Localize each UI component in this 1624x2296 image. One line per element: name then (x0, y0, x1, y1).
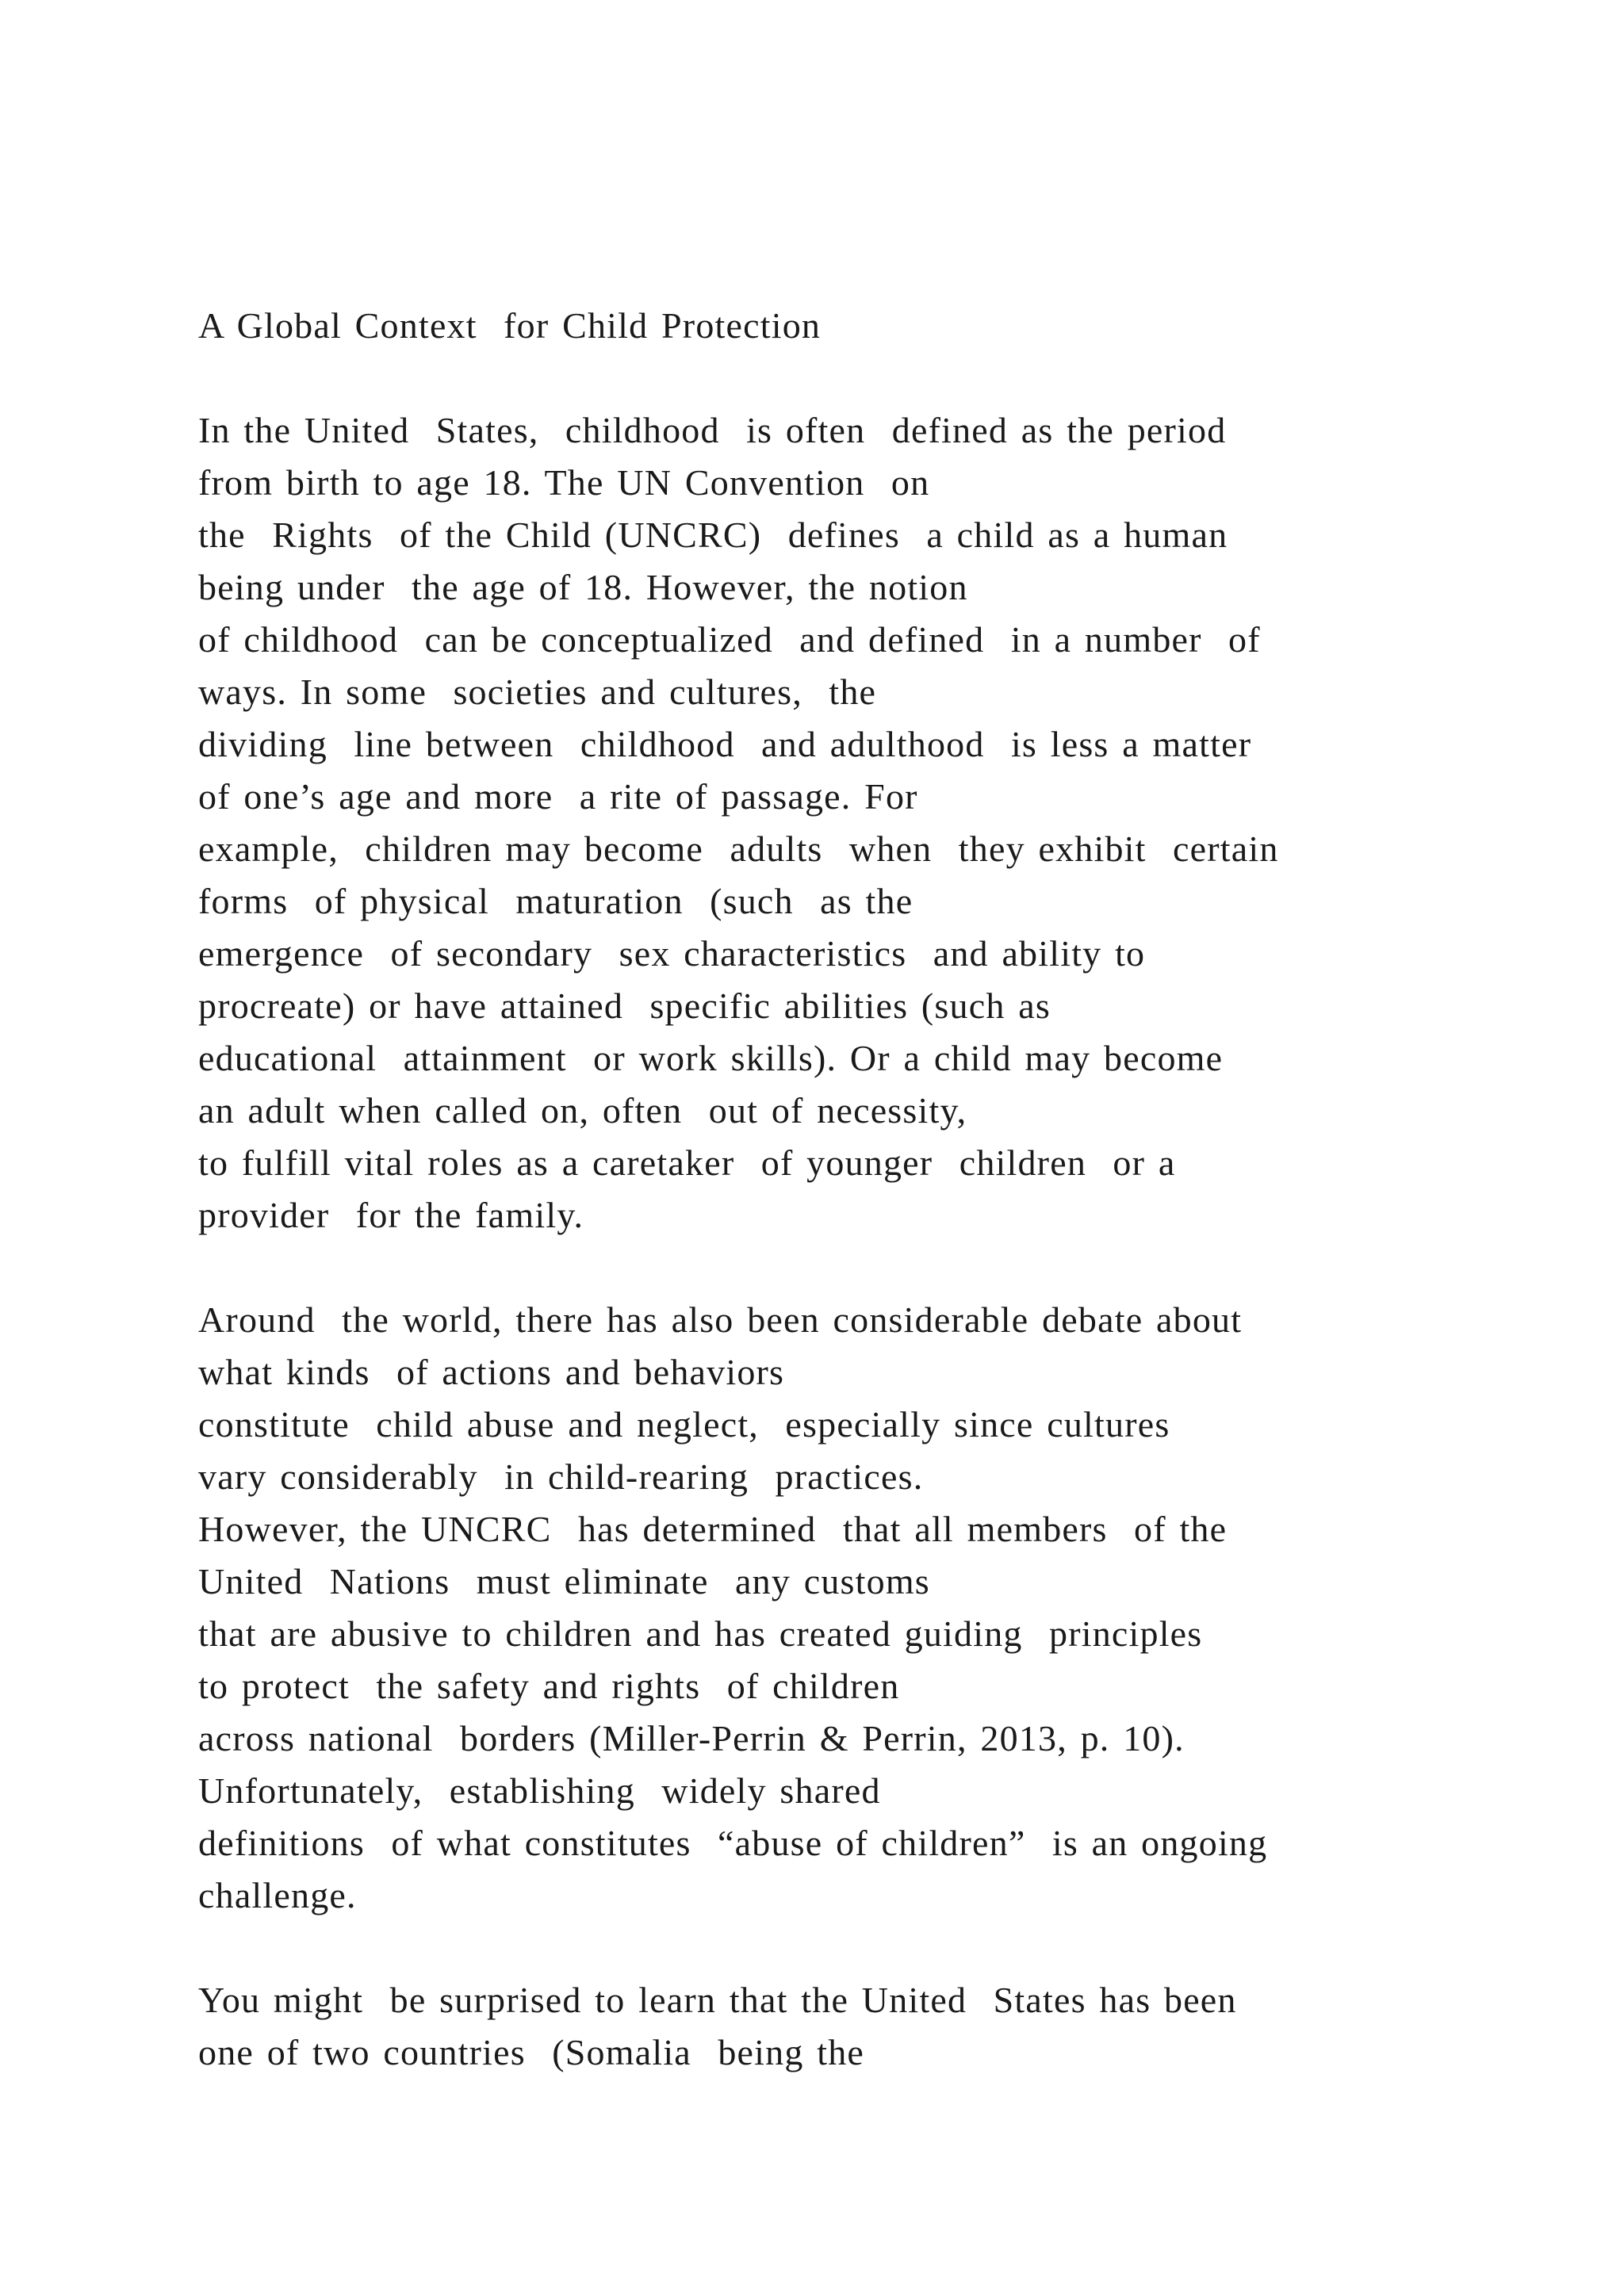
paragraph-line: definitions of what constitutes “abuse of children” is an ongoing (198, 1823, 1268, 1863)
document-body (198, 300, 1546, 2079)
paragraph-line: example, children may become adults when they exhibit certain (198, 828, 1279, 869)
paragraph-line: across national borders (Miller-Perrin & Perrin, 2013, p. 10). (198, 1718, 1185, 1758)
paragraph-spacer (198, 352, 1546, 404)
paragraph-line: Unfortunately, establishing widely shared (198, 1770, 881, 1811)
paragraph-line: to fulfill vital roles as a caretaker of younger children or a (198, 1142, 1176, 1183)
paragraph-1 (198, 404, 1546, 1242)
paragraph-line: that are abusive to children and has created guiding principles (198, 1613, 1203, 1654)
paragraph-line: procreate) or have attained specific abilities (such as (198, 985, 1051, 1026)
paragraph-line: constitute child abuse and neglect, especially since cultures (198, 1404, 1170, 1445)
paragraph-line: You might be surprised to learn that the United States has been (198, 1980, 1237, 2020)
paragraph-line: to protect the safety and rights of children (198, 1666, 900, 1706)
document-title: A Global Context for Child Protection (198, 305, 822, 346)
paragraph-line: one of two countries (Somalia being the (198, 2032, 865, 2072)
paragraph-line: vary considerably in child-rearing practices. (198, 1456, 924, 1497)
paragraph-line: provider for the family. (198, 1195, 584, 1235)
paragraph-line: forms of physical maturation (such as the (198, 881, 914, 921)
paragraph-line: However, the UNCRC has determined that all members of the (198, 1509, 1228, 1549)
paragraph-spacer (198, 1242, 1546, 1294)
paragraph-line: Around the world, there has also been considerable debate about (198, 1299, 1243, 1340)
paragraph-line: dividing line between childhood and adulthood is less a matter (198, 724, 1252, 764)
paragraph-line: the Rights of the Child (UNCRC) defines a child as a human (198, 515, 1228, 555)
paragraph-line: being under the age of 18. However, the notion (198, 567, 968, 607)
paragraph-line: challenge. (198, 1875, 357, 1915)
paragraph-line: United Nations must eliminate any customs (198, 1561, 930, 1601)
paragraph-line: emergence of secondary sex characteristics and ability to (198, 933, 1146, 974)
paragraph-line: an adult when called on, often out of necessity, (198, 1090, 967, 1131)
paragraph-line: of one’s age and more a rite of passage. For (198, 776, 918, 817)
paragraph-line: of childhood can be conceptualized and defined in a number of (198, 619, 1261, 660)
paragraph-spacer (198, 1922, 1546, 1974)
paragraph-line: what kinds of actions and behaviors (198, 1352, 785, 1392)
paragraph-line: educational attainment or work skills). Or a child may become (198, 1038, 1224, 1078)
paragraph-line: ways. In some societies and cultures, the (198, 672, 877, 712)
paragraph-3 (198, 1974, 1546, 2079)
paragraph-line: In the United States, childhood is often defined as the period (198, 410, 1227, 450)
paragraph-line: from birth to age 18. The UN Convention on (198, 462, 930, 503)
paragraph-2 (198, 1294, 1546, 1922)
